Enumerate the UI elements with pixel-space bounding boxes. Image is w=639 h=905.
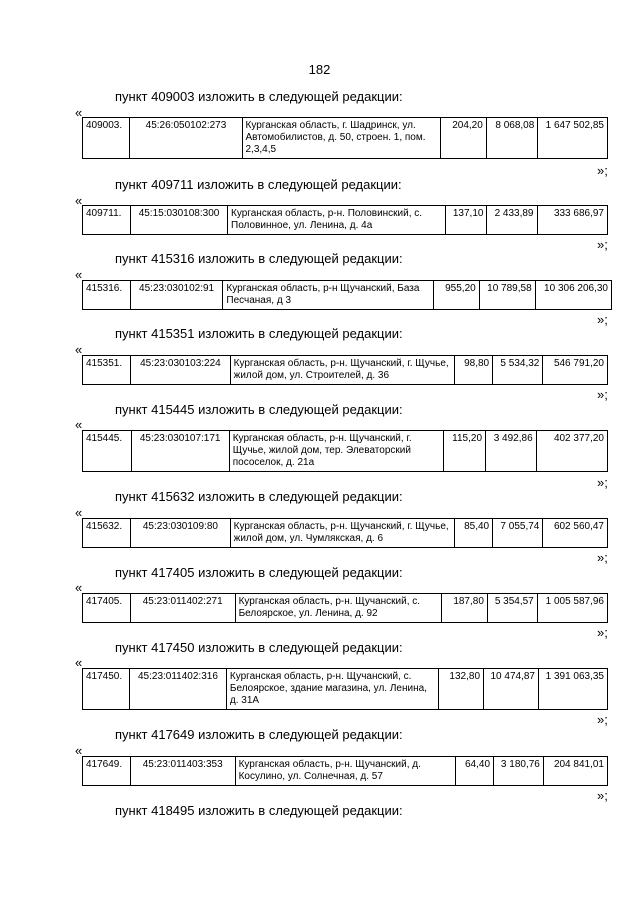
quote-close: »; — [597, 475, 608, 490]
quote-open: « — [75, 193, 83, 208]
quote-close: »; — [597, 712, 608, 727]
row-number: 417450. — [83, 669, 130, 710]
quote-close: »; — [597, 387, 608, 402]
price: 8 068,08 — [486, 118, 537, 159]
address: Курганская область, р-н. Щучанский, г. Щучье, жилой дом, тер. Элеваторский пососелок, д. 21а — [229, 431, 443, 472]
area: 64,40 — [456, 757, 494, 786]
address: Курганская область, р-н. Щучанский, с. Белоярское, ул. Ленина, д. 92 — [235, 594, 442, 623]
price: 10 474,87 — [484, 669, 539, 710]
price: 5 534,32 — [493, 356, 543, 385]
price: 3 492,86 — [486, 431, 537, 472]
section-intro: пункт 409711 изложить в следующей редакции: — [115, 177, 402, 192]
entry-table — [82, 430, 608, 472]
quote-open: « — [75, 505, 83, 520]
quote-open: « — [75, 655, 83, 670]
cadastral-value: 10 306 206,30 — [535, 281, 611, 310]
quote-close: »; — [597, 788, 608, 803]
cadastral-value: 402 377,20 — [536, 431, 607, 472]
section-intro: пункт 415632 изложить в следующей редакции: — [115, 489, 403, 504]
entry-table — [82, 205, 608, 235]
page-number: 182 — [308, 62, 331, 77]
quote-open: « — [75, 267, 83, 282]
price: 2 433,89 — [487, 206, 537, 235]
entry-table — [82, 668, 608, 710]
price: 3 180,76 — [494, 757, 544, 786]
section-intro: пункт 415445 изложить в следующей редакции: — [115, 402, 403, 417]
entry-table — [82, 518, 608, 548]
table-row — [83, 118, 608, 159]
cadastral-number: 45:23:030103:224 — [131, 356, 230, 385]
table-row — [83, 206, 608, 235]
area: 137,10 — [445, 206, 487, 235]
cadastral-number: 45:23:011402:316 — [129, 669, 226, 710]
entry-table — [82, 117, 608, 159]
cadastral-number: 45:23:011403:353 — [130, 757, 235, 786]
cadastral-number: 45:23:030102:91 — [130, 281, 223, 310]
area: 132,80 — [439, 669, 484, 710]
table-row — [83, 281, 612, 310]
quote-close: »; — [597, 312, 608, 327]
cadastral-value: 1 005 587,96 — [537, 594, 607, 623]
area: 98,80 — [455, 356, 493, 385]
quote-close: »; — [597, 550, 608, 565]
entry-table — [82, 593, 608, 623]
quote-open: « — [75, 105, 83, 120]
section-intro: пункт 409003 изложить в следующей редакции: — [115, 89, 403, 104]
area: 204,20 — [441, 118, 486, 159]
quote-open: « — [75, 743, 83, 758]
address: Курганская область, р-н. Половинский, с. Половинное, ул. Ленина, д. 4а — [228, 206, 446, 235]
table-row — [83, 431, 608, 472]
cadastral-value: 546 791,20 — [543, 356, 608, 385]
quote-open: « — [75, 580, 83, 595]
cadastral-number: 45:23:030109:80 — [131, 519, 230, 548]
address: Курганская область, р-н. Щучанский, д. Косулино, ул. Солнечная, д. 57 — [235, 757, 456, 786]
address: Курганская область, р-н. Щучанский, г. Щучье, жилой дом, ул. Строителей, д. 36 — [230, 356, 455, 385]
section-intro: пункт 417649 изложить в следующей редакции: — [115, 727, 403, 742]
quote-open: « — [75, 342, 83, 357]
row-number: 415632. — [83, 519, 131, 548]
cadastral-number: 45:23:030107:171 — [131, 431, 229, 472]
section-intro: пункт 415351 изложить в следующей редакции: — [115, 326, 403, 341]
entry-table — [82, 355, 608, 385]
quote-close: »; — [597, 163, 608, 178]
cadastral-number: 45:26:050102:273 — [130, 118, 242, 159]
section-intro: пункт 417450 изложить в следующей редакции: — [115, 640, 403, 655]
table-row — [83, 669, 608, 710]
area: 85,40 — [455, 519, 493, 548]
cadastral-value: 1 647 502,85 — [538, 118, 608, 159]
cadastral-number: 45:23:011402:271 — [130, 594, 235, 623]
quote-close: »; — [597, 237, 608, 252]
row-number: 415351. — [83, 356, 131, 385]
cadastral-number: 45:15:030108:300 — [131, 206, 228, 235]
price: 5 354,57 — [487, 594, 537, 623]
cadastral-value: 602 560,47 — [543, 519, 608, 548]
table-row — [83, 519, 608, 548]
address: Курганская область, р-н. Щучанский, г. Щучье, жилой дом, ул. Чумлякская, д. 6 — [230, 519, 455, 548]
table-row — [83, 356, 608, 385]
area: 187,80 — [442, 594, 488, 623]
row-number: 409003. — [83, 118, 130, 159]
cadastral-value: 204 841,01 — [543, 757, 607, 786]
row-number: 415316. — [83, 281, 131, 310]
price: 10 789,58 — [479, 281, 535, 310]
row-number: 417405. — [83, 594, 131, 623]
row-number: 417649. — [83, 757, 131, 786]
area: 955,20 — [433, 281, 479, 310]
area: 115,20 — [443, 431, 485, 472]
entry-table — [82, 756, 608, 786]
quote-open: « — [75, 417, 83, 432]
quote-close: »; — [597, 625, 608, 640]
cadastral-value: 1 391 063,35 — [538, 669, 607, 710]
section-intro: пункт 418495 изложить в следующей редакции: — [115, 803, 403, 818]
section-intro: пункт 417405 изложить в следующей редакции: — [115, 565, 403, 580]
table-row — [83, 757, 608, 786]
price: 7 055,74 — [493, 519, 543, 548]
table-row — [83, 594, 608, 623]
entry-table — [82, 280, 612, 310]
address: Курганская область, р-н. Щучанский, с. Белоярское, здание магазина, ул. Ленина, д. 31А — [226, 669, 438, 710]
cadastral-value: 333 686,97 — [537, 206, 608, 235]
address: Курганская область, г. Шадринск, ул. Автомобилистов, д. 50, строен. 1, пом. 2,3,4,5 — [242, 118, 441, 159]
row-number: 409711. — [83, 206, 131, 235]
row-number: 415445. — [83, 431, 132, 472]
address: Курганская область, р-н Щучанский, База Песчаная, д 3 — [223, 281, 434, 310]
section-intro: пункт 415316 изложить в следующей редакции: — [115, 251, 403, 266]
